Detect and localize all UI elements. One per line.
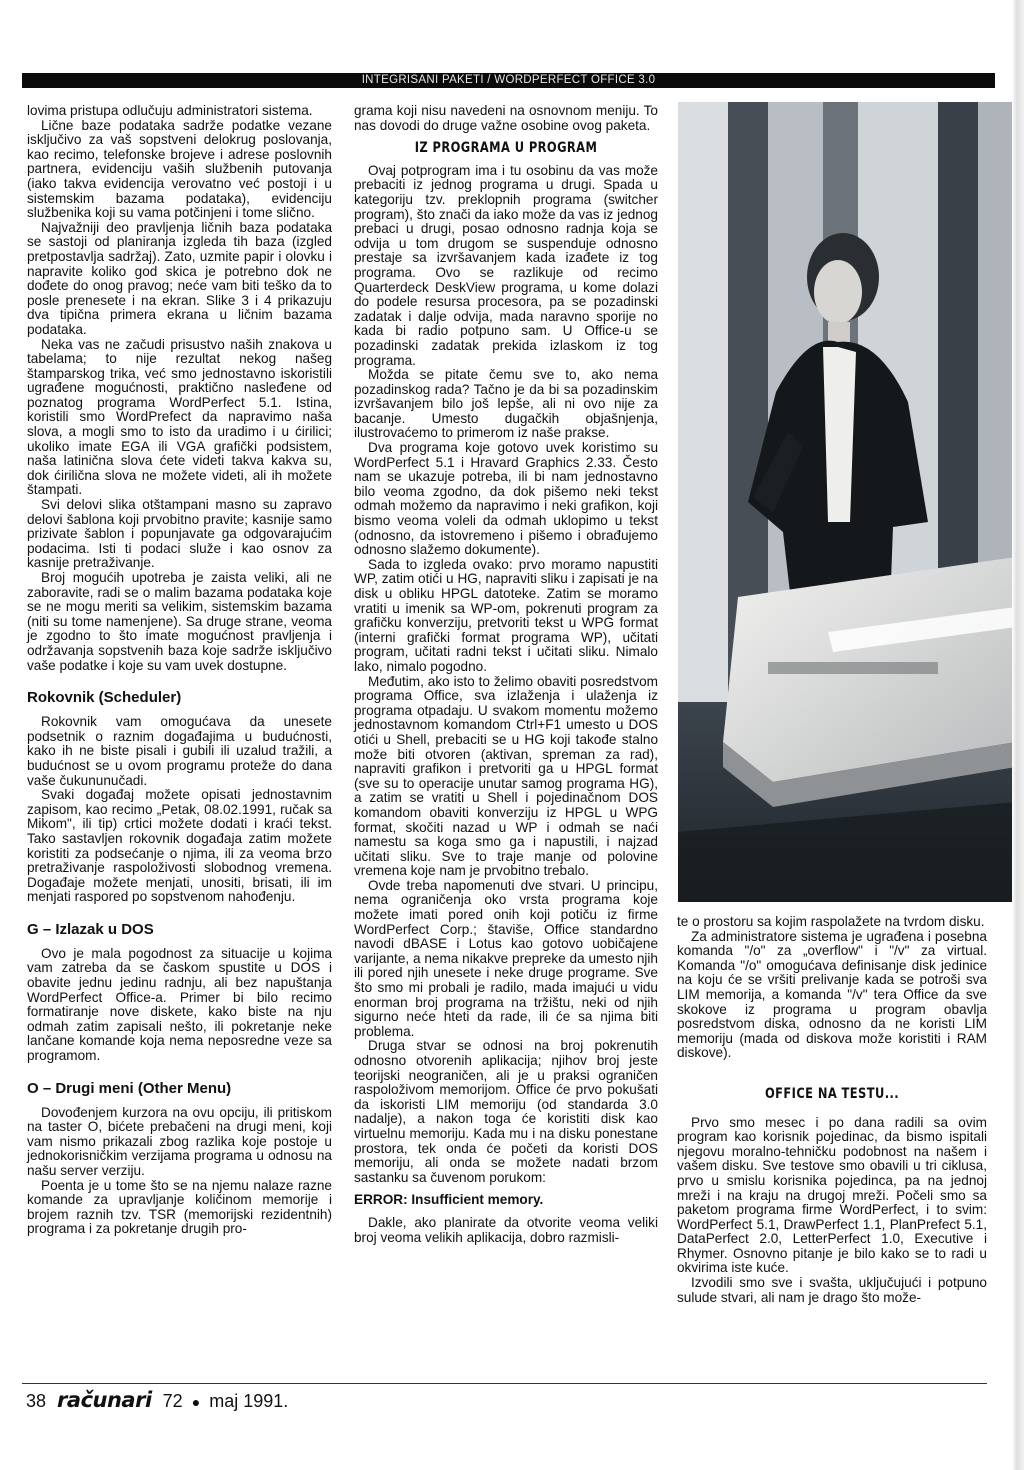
paragraph: grama koji nisu navedeni na osnovnom meniju. To nas dovodi do druge važne osobine ovog paketa. xyxy=(354,103,658,133)
article-column-3 xyxy=(677,915,987,1305)
paragraph: Ovo je mala pogodnost za situacije u kojima vam zatreba da se časkom spustite u DOS i obavite jednu jedinu radnju, ali bez napuštanja WordPerfect Office-a. Primer bi bilo recimo formatiranje nove diskete, kako biste na nju odmah zatim zapisali nešto, ili pokretanje neke lančane komande koja nema neposredne veze sa programom. xyxy=(27,945,332,1064)
issue-date: maj 1991. xyxy=(209,1391,289,1411)
paragraph: Broj mogućih upotreba je zaista veliki, ali ne zaboravite, radi se o malim bazama podataka koje se ne mogu meriti sa velikim, sistemskim bazama (niti su tome namenjene). Sa druge strane, veoma je zgodno to što imate mogućnost pravljenja i održavanja sopstvenih baza koje sadrže isključivo vaše podatke i koje su vam uvek dostupne. xyxy=(27,570,332,673)
paragraph: Neka vas ne začudi prisustvo naših znakova u tabelama; to nije rezultat nekog našeg štamparskog trika, već smo jednostavno iskoristili ugrađene mogućnosti, praktično nasleđene od poznatog programa WordPerfect 5.1. Istina, koristili smo WordPrefect da napravimo naša slova, a mogli smo to isto da uradimo i u ćirilici; ukoliko imate EGA ili VGA grafički podsistem, naša latinična slova ćete videti takva kakva su, dok ćirilična slova ne možete videti, ali ih možete štampati. xyxy=(27,336,332,498)
paragraph: Ovaj potprogram ima i tu osobinu da vas može prebaciti iz jednog programa u drugi. Spada u kategoriju tzv. preklopnih programa (switcher program), što znači da iako može da vas iz jednog prebaci u drugi, posao odnosno radnja koja se odvija u tom drugom se suspenduje odnosno prestaje sa izvršavanjem kada izađete iz tog programa. Ovo se razlikuje od recimo Quarterdeck DeskView programa, u kome dolazi do podele resursa procesora, pa se pozadinski zadatak i dalje odvija, mada naravno sporije no kada bi radio potpuno sam. U Office-u se pozadinski zadatak prekida izlaskom iz tog programa. xyxy=(354,162,658,368)
section-header-bar xyxy=(22,73,995,88)
section-heading-iz-programa: IZ PROGRAMA U PROGRAM xyxy=(414,140,598,157)
article-column-2 xyxy=(354,104,658,1245)
section-title: INTEGRISANI PAKETI / WORDPERFECT OFFICE 3.0 xyxy=(361,74,656,86)
paragraph: Sada to izgleda ovako: prvo moramo napustiti WP, zatim otići u HG, napraviti sliku i zapisati je na disk u obliku HPGL datoteke. Zatim se moramo vratiti u imenik sa WP-om, pokrenuti program za grafičku konverziju, pretvoriti tekst u WPG format (interni grafički format programa WP), učitati program, učitati radni tekst i učitati sliku. Nimalo lako, nimalo pogodno. xyxy=(354,556,658,674)
article-column-1 xyxy=(27,104,332,1237)
section-heading-office-na-testu: OFFICE NA TESTU... xyxy=(764,1085,900,1102)
paragraph: Prvo smo mesec i po dana radili sa ovim program kao korisnik pojedinac, da bismo ispitali njegovu moralno-tehničku podobnost na našem i vašem disku. Sve testove smo obavili u tri ciklusa, prvo u smislu korisnika pojedinca, pa na jednoj mreži i na kraju na drugoj mreži. Počeli smo sa paketom programa firme WordPerfect, i to svim: WordPerfect 5.1, DrawPerfect 1.1, PlanPrefect 5.1, DataPerfect 2.0, LetterPerfect 1.0, Executive i Rhymer. Osnovno pitanje je bilo kako se to radi u okvirima iste kuće. xyxy=(677,1114,987,1276)
paragraph: Za administratore sistema je ugrađena i posebna komanda "/o" za „overflow" i "/v" za virtual. Komanda "/o" omogućava definisanje disk jedinice na koju će se vršiti prelivanje kada se potroši sva LIM memorija, a komanda "/v" tera Office da sve skokove iz programa u program obavlja posredstvom diska, odnosno da ne koristi LIM memoriju (mada od diskova može koristiti i RAM diskove). xyxy=(677,928,987,1061)
paragraph: Dovođenjem kurzora na ovu opciju, ili pritiskom na taster O, bićete prebačeni na drugi meni, koji vam nismo prikazali zbog razlika koje postoje u jednokorisničkim verzijama programa u odnosu na našu server verziju. xyxy=(27,1104,332,1178)
paragraph: Dakle, ako planirate da otvorite veoma veliki broj veoma velikih aplikacija, dobro razmisli- xyxy=(354,1214,658,1245)
photo-illustration xyxy=(678,102,1016,902)
paragraph: Svaki događaj možete opisati jednostavnim zapisom, kao recimo „Petak, 08.02.1991, ručak sa Mikom", ili tip) crtici možete dodati i kraći tekst. Tako sastavljen rokovnik događaja zatim možete koristiti za podsećanje o njima, ili za veoma brzo pretraživanje raspoloživosti slobodnog vremena. Događaje možete menjati, unositi, brisati, ili im menjati raspored po sopstvenom nahođenju. xyxy=(27,787,332,905)
paragraph: Možda se pitate čemu sve to, ako nema pozadinskog rada? Tačno je da bi sa pozadinskim izvršavanjem bilo još lepše, ali ni ovo nije za bacanje. Umesto dugačkih objašnjenja, ilustrovaćemo to primerom iz naše prakse. xyxy=(354,367,658,441)
page-footer xyxy=(26,1388,288,1414)
paragraph: Poenta je u tome što se na njemu nalaze razne komande za upravljanje količinom memorije i brojem raznih tzv. TSR (memorijski rezidentnih) programa i za pokretanje drugih pro- xyxy=(27,1177,332,1237)
paragraph: Ovde treba napomenuti dve stvari. U principu, nema ograničenja oko vrsta programa koje možete imati pored onih koji potiču iz firme WordPerfect Corp.; štaviše, Office standardno navodi dBASE i Lotus kao gotovo uobičajene varijante, a nema nikakve prepreke da umesto njih ili pored njih unesete i neke druge programe. Sve što smo mi probali je radilo, mada imajući u vidu enorman broj programa na tržištu, neki od njih sigurno neće hteti da rade, ili će sa njima biti problema. xyxy=(354,877,658,1039)
paragraph: Najvažniji deo pravljenja ličnih baza podataka se sastoji od planiranja izgleda tih baza (izgled pretpostavlja sadržaj). Zato, uzmite papir i olovku i napravite koliko god skica je potrebno dok ne dođete do onog pravog; neće vam biti teško da to posle prenesete i na ekran. Slike 3 i 4 prikazuju dva tipična primera ekrana u ličnim bazama podataka. xyxy=(27,219,332,337)
subheading-rokovnik: Rokovnik (Scheduler) xyxy=(27,689,182,707)
error-message: ERROR: Insufficient memory. xyxy=(354,1192,544,1208)
page-edge-shadow xyxy=(1012,0,1024,1470)
page-number: 38 xyxy=(26,1391,47,1411)
paragraph: te o prostoru sa kojim raspolažete na tvrdom disku. xyxy=(677,914,985,929)
subheading-izlazak-u-dos: G – Izlazak u DOS xyxy=(27,920,154,938)
bullet-separator: ● xyxy=(191,1394,201,1410)
subheading-drugi-meni: O – Drugi meni (Other Menu) xyxy=(27,1079,232,1097)
photo-woman-with-printer xyxy=(678,102,1016,902)
paragraph: Međutim, ako isto to želimo obaviti posredstvom programa Office, sva izlaženja i ulaženja iz programa otpadaju. U svakom momentu možemo jednostavnom komandom Ctrl+F1 umesto u DOS otići u Shell, prebaciti se u HG koji takođe stalno može biti otvoren (aktivan, spreman za rad), napraviti grafikon i pretvoriti ga u HPGL format (sve su to operacije unutar samog programa HG), a zatim se vratiti u Shell i pojedinačnom DOS komandom obaviti konverziju iz HPGL u WPG format, skočiti nazad u WP i odmah se naći namestu sa koga smo ga i napustili, i najzad učitati sliku. Sve to traje manje od polovine vremena koje nam je prvobitno trebalo. xyxy=(354,673,658,879)
paragraph: Lične baze podataka sadrže podatke vezane isključivo za vaš sopstveni delokrug poslovanja, kao recimo, telefonske brojeve i adrese poslovnih partnera, evidenciju vaših službenih putovanja (iako takva evidencija verovatno već postoji i u sistemskim bazama podataka), evidenciju službenika koji su vama potčinjeni i tome slično. xyxy=(27,117,332,221)
paragraph: Druga stvar se odnosi na broj pokrenutih odnosno otvorenih aplikacija; njihov broj jeste teorijski neograničen, ali je u praksi ograničen raspoloživom memorijom. Office će prvo pokušati da iskoristi LIM memoriju (od standarda 3.0 nadalje), a nakon toga će koristiti disk kao virtuelnu memoriju. Kada mu i na disku ponestane prostora, tek onda će početi da koristi DOS memoriju, ali onda se možete nadati brzom sastanku sa čuvenom porukom: xyxy=(354,1038,658,1185)
paragraph: Izvodili smo sve i svašta, uključujući i potpuno sulude stvari, ali nam je drago što može- xyxy=(677,1275,987,1305)
paragraph: lovima pristupa odlučuju administratori sistema. xyxy=(27,103,313,118)
paragraph: Rokovnik vam omogućava da unesete podsetnik o raznim događajima u budućnosti, kako ih ne biste pisali i gubili ili uzalud tražili, a budućnost se u ovom programu proteže do dana vaše čukununučadi. xyxy=(27,714,332,788)
issue-number: 72 xyxy=(162,1391,183,1411)
magazine-name: računari xyxy=(57,1388,152,1412)
footer-divider xyxy=(22,1383,987,1384)
paragraph: Dva programa koje gotovo uvek koristimo su WordPerfect 5.1 i Hravard Graphics 2.33. Često nam se ukazuje potreba, ili bi nam jednostavno bilo veoma zgodno, da dok pišemo neki tekst odmah možemo da napravimo i neki grafikon, koji bismo veoma voleli da odmah uklopimo u tekst (odnosno, da istovremeno i pišemo i obrađujemo odnosno slažemo dokumente). xyxy=(354,440,658,558)
paragraph: Svi delovi slika otštampani masno su zapravo delovi šablona koji prvobitno pravite; kasnije samo prizivate šablon i popunjavate ga odgovarajućim podacima. Isti ti podaci služe i kao osnov za kasnije pretraživanje. xyxy=(27,497,332,571)
